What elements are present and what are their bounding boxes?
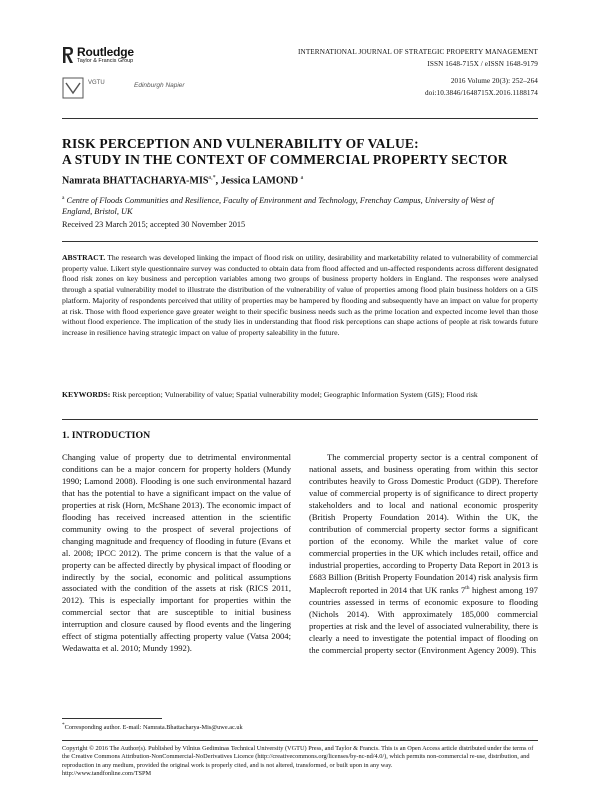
right-column-text-a: The commercial property sector is a central component of national assets, and business operating from within this sector contributes heavily to Gross Domestic Product (GDP). Therefore value of commercial property is of significance to direct property stakeholders and to local and national economic prosperity (British Property Foundation 2014). Within the UK, the contribution of commercial property sector forms a significant portion of the economy. While the market value of core commercial properties in the UK which includes retail, office and industrial properties, according to Property Data Report in 2013 is £683 Billion (British Property Foundation 2014) risk analysis firm Maplecroft reported in 2014 that UK ranks 7	[309, 452, 538, 596]
authors	[62, 175, 303, 186]
received-dates: Received 23 March 2015; accepted 30 November 2015	[62, 220, 246, 229]
author-separator: ,	[215, 175, 221, 187]
right-column-sup: th	[465, 585, 470, 592]
affiliation-text: Centre of Floods Communities and Resilience, Faculty of Environment and Technology, Frenchay Campus, University of West of England, Bristol, UK	[62, 195, 494, 216]
keywords-label: KEYWORDS:	[62, 390, 111, 399]
copyright-text: Copyright © 2016 The Author(s). Published by Vilnius Gediminas Technical University (VGTU) Press, and Taylor & Francis. This is an Open Access article distributed under the terms of the Creative Commons Attribution-NonCommercial-NoDerivatives Licence (http://creativecommons.org/licenses/by-nc-nd/4.0/), which permits non-commercial re-use, distribution, and reproduction in any medium, provided the original work is properly cited, and is not altered, transformed, or built upon in any way.	[62, 745, 534, 769]
author-1-sup: a,*	[208, 175, 216, 181]
journal-volume: 2016 Volume 20(3): 252–264	[450, 77, 538, 85]
journal-info	[298, 47, 538, 99]
article-title	[62, 136, 538, 167]
journal-doi: doi:10.3846/1648715X.2016.1188174	[424, 88, 538, 97]
abstract	[62, 253, 538, 339]
journal-name: INTERNATIONAL JOURNAL OF STRATEGIC PROPERTY MANAGEMENT	[298, 48, 538, 56]
abstract-rule-bottom	[62, 419, 538, 420]
footnote-rule	[62, 718, 162, 719]
author-2-sup: a	[300, 175, 304, 181]
body-column-left	[62, 452, 291, 655]
affiliation-sup: a	[62, 195, 65, 201]
routledge-logo-icon	[62, 46, 74, 64]
vgtu-logo-icon	[62, 77, 84, 99]
keywords-text: Risk perception; Vulnerability of value; Spatial vulnerability model; Geographic Information System (GIS); Flood risk	[112, 390, 478, 399]
section-heading: 1. INTRODUCTION	[62, 430, 151, 441]
keywords	[62, 390, 538, 401]
title-line-2: A STUDY IN THE CONTEXT OF COMMERCIAL PROPERTY SECTOR	[62, 151, 508, 167]
journal-issn: ISSN 1648-715X / eISSN 1648-9179	[427, 59, 538, 68]
vgtu-label: VGTU	[88, 80, 105, 86]
affiliation	[62, 193, 502, 217]
right-column-text-b: highest among 197 countries assessed in terms of economic exposure to flooding (Nichols 2014). With approximately 185,000 commercial properties at risk and the level of associated vulnerability, there is clearly a need to investigate the potential impact of flooding on the commercial property sector (Environment Agency 2009). This	[309, 585, 538, 656]
abstract-label: ABSTRACT.	[62, 253, 106, 262]
journal-website[interactable]: http://www.tandfonline.com/TSPM	[62, 770, 152, 778]
author-2: Jessica LAMOND	[220, 175, 299, 187]
copyright-rule	[62, 740, 538, 741]
header-rule	[62, 118, 538, 119]
publisher-name: Routledge	[77, 45, 134, 59]
partner-logo-text: Edinburgh Napier	[134, 82, 185, 89]
publisher-logo	[62, 46, 134, 65]
abstract-text: The research was developed linking the impact of flood risk on utility, desirability and marketability related to vulnerability of commercial property value. Likert style questionnaire survey was conducted to obtain data from flood affected and un-affected respondents across different designated flood risk zones on key business and perception variables among two groups of business property holders in England. The responses were analysed through a spatial vulnerability model to illustrate the distribution of the vulnerability of value of properties among flood plain business holders on a GIS platform. Majority of respondents perceived that utility of properties may be hampered by flooding and subsequently have an impact on value for property at risk. Those with flood experience gave greater weight to their specific business needs such as the prime location and expected income level than those without flood experience. The implication of the study lies in understanding that flood risk perceptions can shape actions of people at risk towards future increase in resilience having strategic impact on value of property saleability in the future.	[62, 253, 538, 337]
footnote	[62, 722, 243, 731]
left-column-text: Changing value of property due to detrimental environmental conditions can be a major concern for property holders (Mundy 1990; Lamond 2008). Flooding is one such environmental hazard that has the potential to have a significant impact on the value of properties at risk (Horn, McShane 2013). The economic impact of flooding has received increased attention in the scientific community owing to the prospect of several projections of changing magnitude and frequency of flooding in future (Evans et al. 2008; IPCC 2012). The prime concern is that the value of a property can be affected directly by physical impact of flooding or indirectly by the social, economic and political assumptions associated with the condition of the assets at risk (RICS 2011, 2012). This is especially important for properties within the commercial sector that are susceptible to initial business interruption and closure caused by flood events and the lingering effect of stigma potentially affecting property value (Vatsa 2004; Wedawatta et al. 2010; Mundy 1992).	[62, 452, 291, 654]
title-line-1: RISK PERCEPTION AND VULNERABILITY OF VALUE:	[62, 136, 419, 151]
copyright	[62, 745, 538, 779]
publisher-tagline: Taylor & Francis Group	[77, 58, 134, 64]
abstract-rule-top	[62, 241, 538, 242]
author-1: Namrata BHATTACHARYA-MIS	[62, 175, 209, 187]
footnote-text: Corresponding author. E-mail: Namrata.Bhattacharya-Mis@uwe.ac.uk	[64, 724, 243, 732]
right-column-paragraph	[309, 452, 538, 657]
body-column-right	[309, 452, 538, 657]
footnote-symbol: *	[62, 722, 65, 728]
